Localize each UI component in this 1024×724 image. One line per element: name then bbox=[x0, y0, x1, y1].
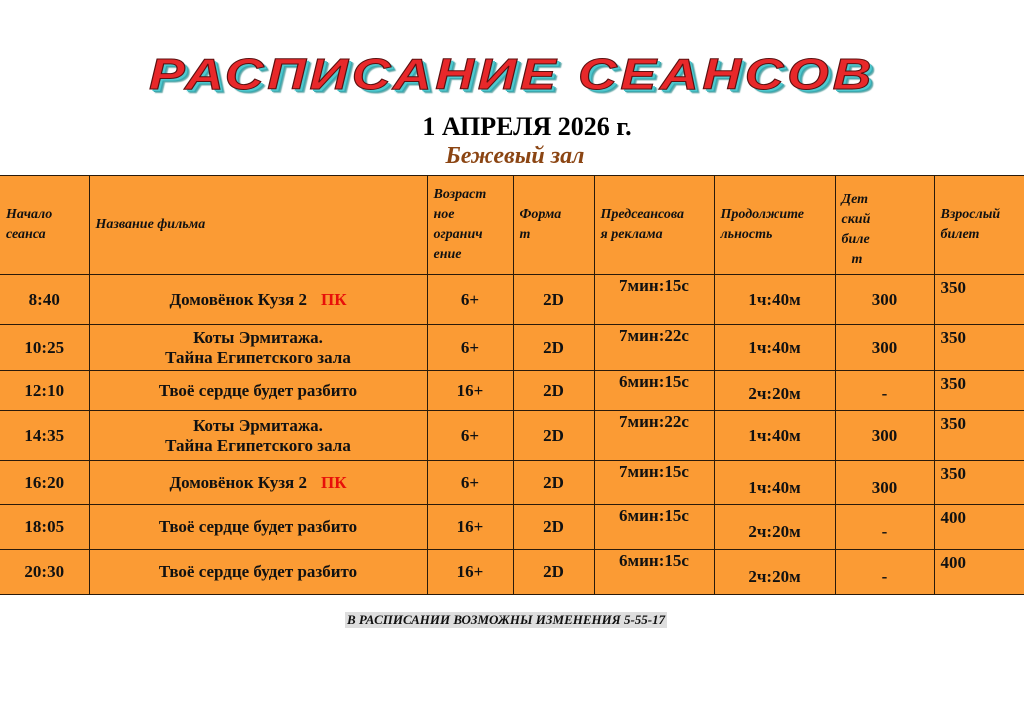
main-title: РАСПИСАНИЕ СЕАНСОВ bbox=[148, 50, 876, 99]
header-adult-ticket: Взрослый билет bbox=[934, 176, 1024, 275]
table-row bbox=[0, 505, 1024, 550]
format: 2D bbox=[513, 275, 594, 325]
film-title: Домовёнок Кузя 2 ПК bbox=[89, 461, 427, 505]
table-row bbox=[0, 550, 1024, 595]
pre-show-ads: 7мин:22с bbox=[594, 325, 714, 371]
header-duration: Продолжите льность bbox=[714, 176, 835, 275]
film-title: Домовёнок Кузя 2 ПК bbox=[89, 275, 427, 325]
film-title: Твоё сердце будет разбито bbox=[89, 550, 427, 595]
pre-show-ads: 6мин:15с bbox=[594, 550, 714, 595]
start-time: 20:30 bbox=[0, 550, 89, 595]
child-price: - bbox=[835, 550, 934, 595]
header-format: Форма т bbox=[513, 176, 594, 275]
age-rating: 16+ bbox=[427, 550, 513, 595]
duration: 2ч:20м bbox=[714, 371, 835, 411]
child-price: 300 bbox=[835, 325, 934, 371]
child-price: 300 bbox=[835, 275, 934, 325]
start-time: 18:05 bbox=[0, 505, 89, 550]
schedule-date: 1 АПРЕЛЯ 2026 г. bbox=[422, 112, 632, 141]
header-child-ticket: Дет ский биле т bbox=[835, 176, 934, 275]
pre-show-ads: 7мин:15с bbox=[594, 275, 714, 325]
table-row bbox=[0, 461, 1024, 505]
format: 2D bbox=[513, 505, 594, 550]
start-time: 8:40 bbox=[0, 275, 89, 325]
format: 2D bbox=[513, 550, 594, 595]
child-price: 300 bbox=[835, 461, 934, 505]
pre-show-ads: 6мин:15с bbox=[594, 505, 714, 550]
format: 2D bbox=[513, 411, 594, 461]
header-age-rating: Возраст ное огранич ение bbox=[427, 176, 513, 275]
age-rating: 6+ bbox=[427, 411, 513, 461]
table-row bbox=[0, 411, 1024, 461]
start-time: 12:10 bbox=[0, 371, 89, 411]
adult-price: 350 bbox=[934, 411, 1024, 461]
film-title: Твоё сердце будет разбито bbox=[89, 371, 427, 411]
table-row bbox=[0, 275, 1024, 325]
pre-show-ads: 6мин:15с bbox=[594, 371, 714, 411]
adult-price: 350 bbox=[934, 275, 1024, 325]
table-row bbox=[0, 371, 1024, 411]
adult-price: 350 bbox=[934, 325, 1024, 371]
format: 2D bbox=[513, 461, 594, 505]
duration: 1ч:40м bbox=[714, 325, 835, 371]
format: 2D bbox=[513, 371, 594, 411]
header-start-time: Начало сеанса bbox=[0, 176, 89, 275]
hall-name: Бежевый зал bbox=[445, 143, 585, 169]
format: 2D bbox=[513, 325, 594, 371]
adult-price: 400 bbox=[934, 550, 1024, 595]
duration: 2ч:20м bbox=[714, 550, 835, 595]
film-title: Коты Эрмитажа. Тайна Египетского зала bbox=[89, 411, 427, 461]
age-rating: 16+ bbox=[427, 371, 513, 411]
start-time: 14:35 bbox=[0, 411, 89, 461]
child-price: - bbox=[835, 505, 934, 550]
pre-show-ads: 7мин:15с bbox=[594, 461, 714, 505]
header-film-title: Название фильма bbox=[89, 176, 427, 275]
film-title: Твоё сердце будет разбито bbox=[89, 505, 427, 550]
pre-show-ads: 7мин:22с bbox=[594, 411, 714, 461]
age-rating: 16+ bbox=[427, 505, 513, 550]
adult-price: 350 bbox=[934, 461, 1024, 505]
film-title: Коты Эрмитажа. Тайна Египетского зала bbox=[89, 325, 427, 371]
duration: 1ч:40м bbox=[714, 411, 835, 461]
duration: 2ч:20м bbox=[714, 505, 835, 550]
start-time: 10:25 bbox=[0, 325, 89, 371]
age-rating: 6+ bbox=[427, 461, 513, 505]
header-pre-show-ads: Предсеансова я реклама bbox=[594, 176, 714, 275]
duration: 1ч:40м bbox=[714, 461, 835, 505]
age-rating: 6+ bbox=[427, 325, 513, 371]
schedule-table bbox=[0, 175, 1024, 595]
duration: 1ч:40м bbox=[714, 275, 835, 325]
pk-badge: ПК bbox=[321, 289, 347, 309]
child-price: 300 bbox=[835, 411, 934, 461]
start-time: 16:20 bbox=[0, 461, 89, 505]
table-row bbox=[0, 325, 1024, 371]
age-rating: 6+ bbox=[427, 275, 513, 325]
adult-price: 400 bbox=[934, 505, 1024, 550]
pk-badge: ПК bbox=[321, 472, 347, 492]
adult-price: 350 bbox=[934, 371, 1024, 411]
child-price: - bbox=[835, 371, 934, 411]
schedule-change-notice: В РАСПИСАНИИ ВОЗМОЖНЫ ИЗМЕНЕНИЯ 5-55-17 bbox=[347, 612, 666, 627]
table-header-row bbox=[0, 176, 1024, 275]
